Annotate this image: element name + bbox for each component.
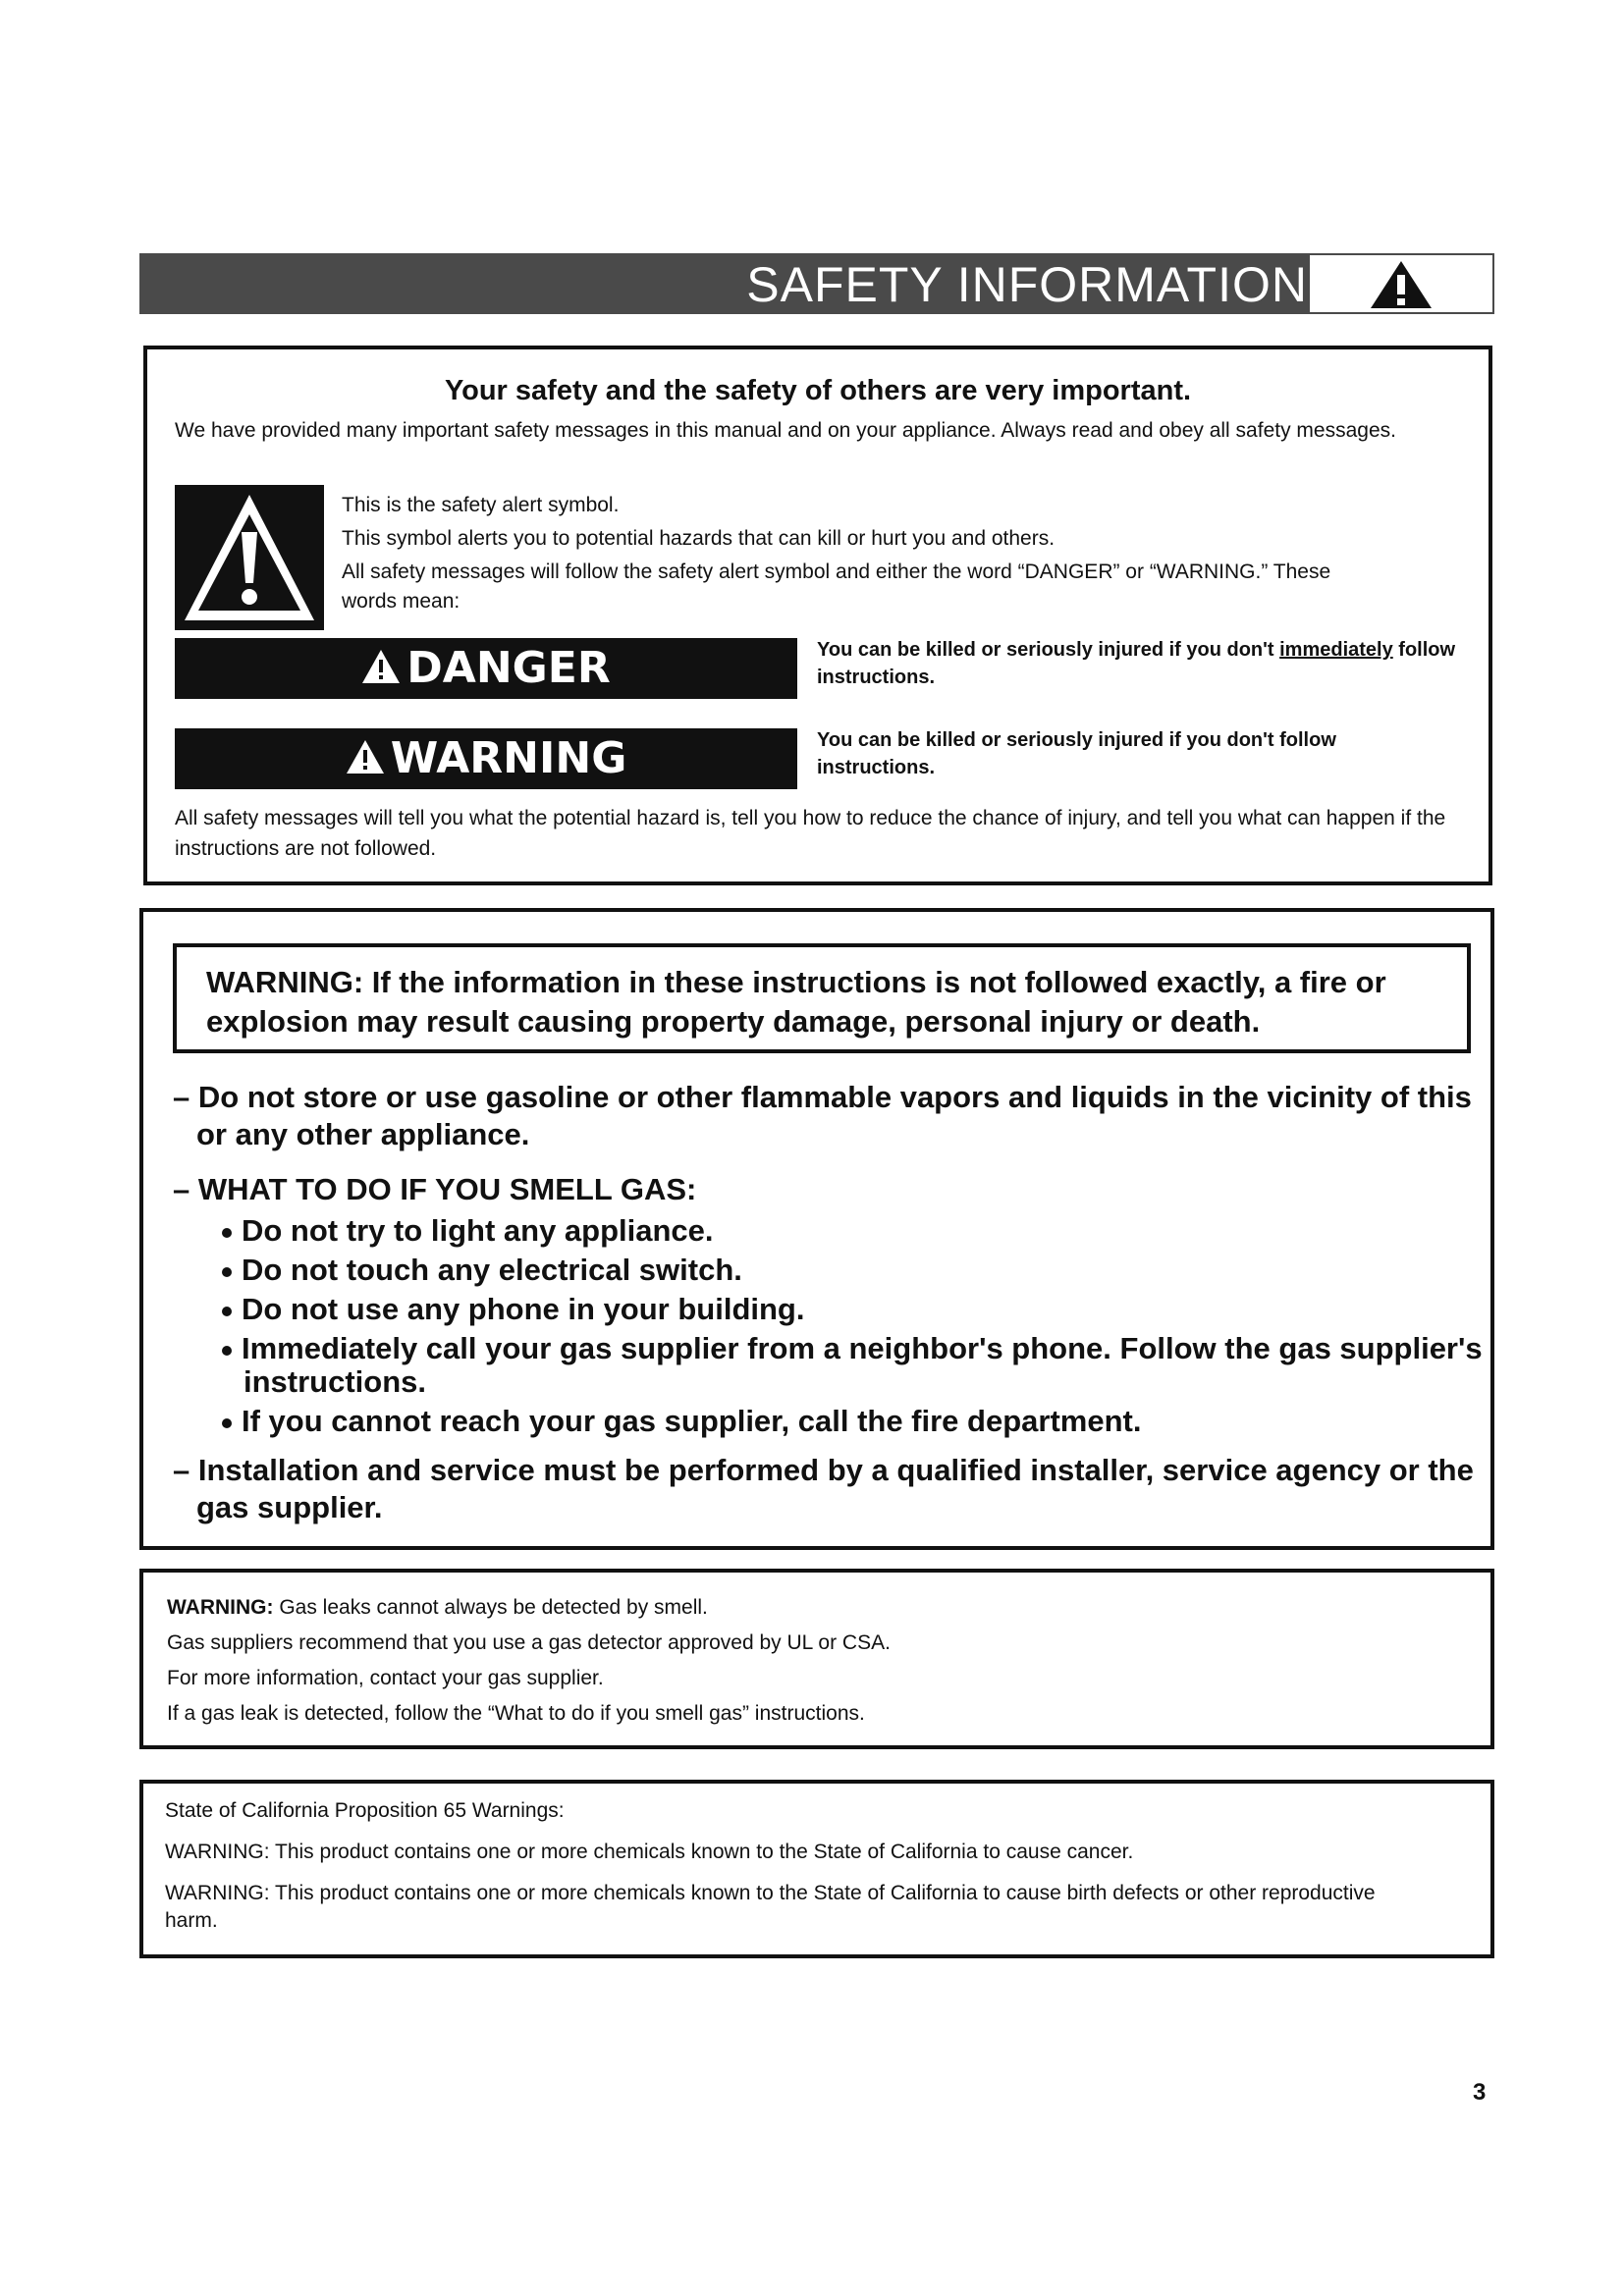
section-header bbox=[139, 253, 1494, 314]
gas-warning-heading: WARNING: If the information in these instructions is not followed exactly, a fire or explosion may result causing property damage, personal injury or death. bbox=[173, 943, 1471, 1053]
bullet-dot-icon bbox=[222, 1267, 232, 1277]
alert-line: This is the safety alert symbol. bbox=[342, 494, 620, 516]
gas-leak-box bbox=[139, 1569, 1494, 1749]
bullet-item bbox=[222, 1254, 1489, 1287]
leak-text: Gas leaks cannot always be detected by smell. bbox=[273, 1596, 708, 1619]
safety-outro-text: All safety messages will tell you what the potential hazard is, tell you how to reduce the chance of injury, and tell you what can happen if the instructions are not followed. bbox=[175, 807, 1446, 860]
leak-line: Gas suppliers recommend that you use a gas detector approved by UL or CSA. bbox=[167, 1631, 891, 1654]
safety-heading: Your safety and the safety of others are very important. bbox=[444, 375, 1192, 406]
prop65-box bbox=[139, 1780, 1494, 1958]
bullet-text: Immediately call your gas supplier from a neighbor's phone. Follow the gas supplier's instructions. bbox=[242, 1331, 1483, 1399]
page-number: 3 bbox=[1473, 2079, 1487, 2106]
bullet-dot-icon bbox=[222, 1418, 232, 1428]
leak-warning-label: WARNING: bbox=[167, 1596, 274, 1619]
leak-line: For more information, contact your gas supplier. bbox=[167, 1667, 604, 1689]
prop65-warning: WARNING: This product contains one or more chemicals known to the State of California to cause cancer. bbox=[165, 1841, 1134, 1863]
bullet-text: Do not touch any electrical switch. bbox=[242, 1253, 742, 1287]
danger-text-emphasis: immediately bbox=[1279, 639, 1393, 661]
prop65-title: State of California Proposition 65 Warnings: bbox=[165, 1799, 565, 1822]
danger-text: follow instructions. bbox=[817, 639, 1456, 688]
alert-line: This symbol alerts you to potential hazards that can kill or hurt you and others. bbox=[342, 527, 1056, 550]
warning-triangle-icon bbox=[1369, 259, 1434, 310]
warning-triangle-icon bbox=[346, 739, 385, 774]
list-item: – Installation and service must be performed by a qualified installer, service agency or the gas supplier. bbox=[173, 1453, 1474, 1524]
bullet-dot-icon bbox=[222, 1228, 232, 1238]
danger-text: You can be killed or seriously injured if you don't bbox=[817, 639, 1280, 661]
bullet-dot-icon bbox=[222, 1346, 232, 1356]
danger-signal-bar bbox=[175, 638, 797, 699]
leak-line: If a gas leak is detected, follow the “What to do if you smell gas” instructions. bbox=[167, 1702, 865, 1725]
danger-description bbox=[817, 636, 1485, 691]
safety-intro-box bbox=[143, 346, 1492, 885]
bullet-text: Do not try to light any appliance. bbox=[242, 1213, 714, 1248]
bullet-item bbox=[222, 1332, 1489, 1399]
bullet-text: If you cannot reach your gas supplier, call the fire department. bbox=[242, 1404, 1142, 1438]
bullet-item bbox=[222, 1214, 1489, 1248]
alert-symbol-description bbox=[342, 491, 1382, 620]
gas-instructions-list bbox=[173, 1079, 1489, 1544]
warning-signal-bar bbox=[175, 728, 797, 789]
leak-line bbox=[167, 1590, 1490, 1626]
warning-description: You can be killed or seriously injured if you don't follow instructions. bbox=[817, 729, 1336, 778]
prop65-warning: WARNING: This product contains one or more chemicals known to the State of California to cause birth defects or other reproductive harm. bbox=[165, 1882, 1376, 1932]
bullet-text: Do not use any phone in your building. bbox=[242, 1292, 805, 1326]
danger-label: DANGER bbox=[406, 643, 611, 693]
safety-intro-text: We have provided many important safety messages in this manual and on your appliance. Always read and obey all safety messages. bbox=[175, 419, 1396, 442]
bullet-dot-icon bbox=[222, 1307, 232, 1316]
smell-gas-bullets bbox=[173, 1214, 1489, 1438]
alert-line: All safety messages will follow the safety alert symbol and either the word “DANGER” or “WARNING.” These words mean: bbox=[342, 561, 1331, 613]
safety-alert-symbol-icon bbox=[175, 485, 324, 630]
list-item: – Do not store or use gasoline or other flammable vapors and liquids in the vicinity of this or any other appliance. bbox=[173, 1080, 1472, 1151]
warning-label: WARNING bbox=[390, 733, 627, 783]
gas-warning-box bbox=[139, 908, 1494, 1550]
list-item: – WHAT TO DO IF YOU SMELL GAS: bbox=[173, 1172, 697, 1206]
header-icon-box bbox=[1308, 253, 1494, 314]
warning-triangle-icon bbox=[361, 649, 401, 684]
section-title: SAFETY INFORMATION bbox=[746, 257, 1308, 312]
bullet-item bbox=[222, 1293, 1489, 1326]
bullet-item bbox=[222, 1405, 1489, 1438]
